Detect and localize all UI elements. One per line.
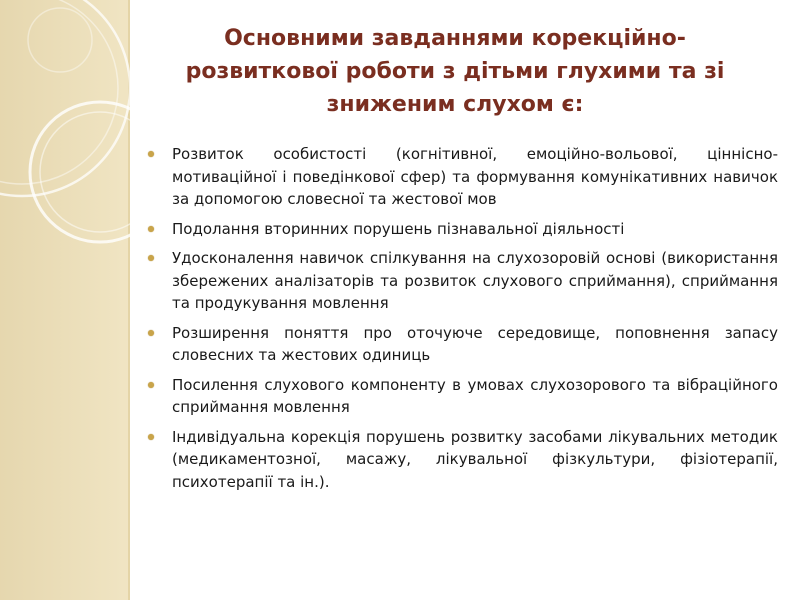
bullet-dot-icon: [148, 382, 154, 388]
bullet-text: Подолання вторинних порушень пізнавальної діяльності: [172, 219, 625, 238]
small-inner-circle: [40, 112, 160, 232]
bullet-text: Індивідуальна корекція порушень розвитку засобами лікувальних методик (медикаментозної, масажу, лікувальної фізкультури, фізіотерапії, психотерапії та ін.).: [172, 427, 778, 491]
large-outer-circle: [0, 0, 130, 196]
tiny-circle: [28, 8, 92, 72]
bullet-text: Розширення поняття про оточуюче середовище, поповнення запасу словесних та жестових одиниць: [172, 323, 778, 364]
bullet-list: [146, 143, 778, 500]
slide-title: Основними завданнями корекційно-розвиткової роботи з дітьми глухими та зі зниженим слухом є:: [185, 26, 725, 117]
bullet-item-2: [146, 218, 778, 241]
bullet-dot-icon: [148, 434, 154, 440]
bullet-item-5: [146, 374, 778, 419]
bullet-item-4: [146, 322, 778, 367]
large-inner-circle: [0, 0, 118, 184]
bullet-dot-icon: [148, 330, 154, 336]
bullet-text: Розвиток особистості (когнітивної, емоційно-вольової, ціннісно-мотиваційної і поведінкової сфер) та формування комунікативних навичок за допомогою словесної та жестової мов: [172, 145, 778, 208]
bullet-item-1: [146, 143, 778, 211]
bullet-item-6: [146, 426, 778, 494]
bullet-item-3: [146, 247, 778, 315]
bullet-dot-icon: [148, 226, 154, 232]
bullet-dot-icon: [148, 255, 154, 261]
bullet-dot-icon: [148, 151, 154, 157]
bullet-text: Удосконалення навичок спілкування на слухозоровій основі (використання збережених аналізаторів та розвиток слухового сприймання), сприймання та продукування мовлення: [172, 249, 778, 312]
bullet-text: Посилення слухового компоненту в умовах слухозорового та вібраційного сприймання мовлення: [172, 375, 778, 416]
